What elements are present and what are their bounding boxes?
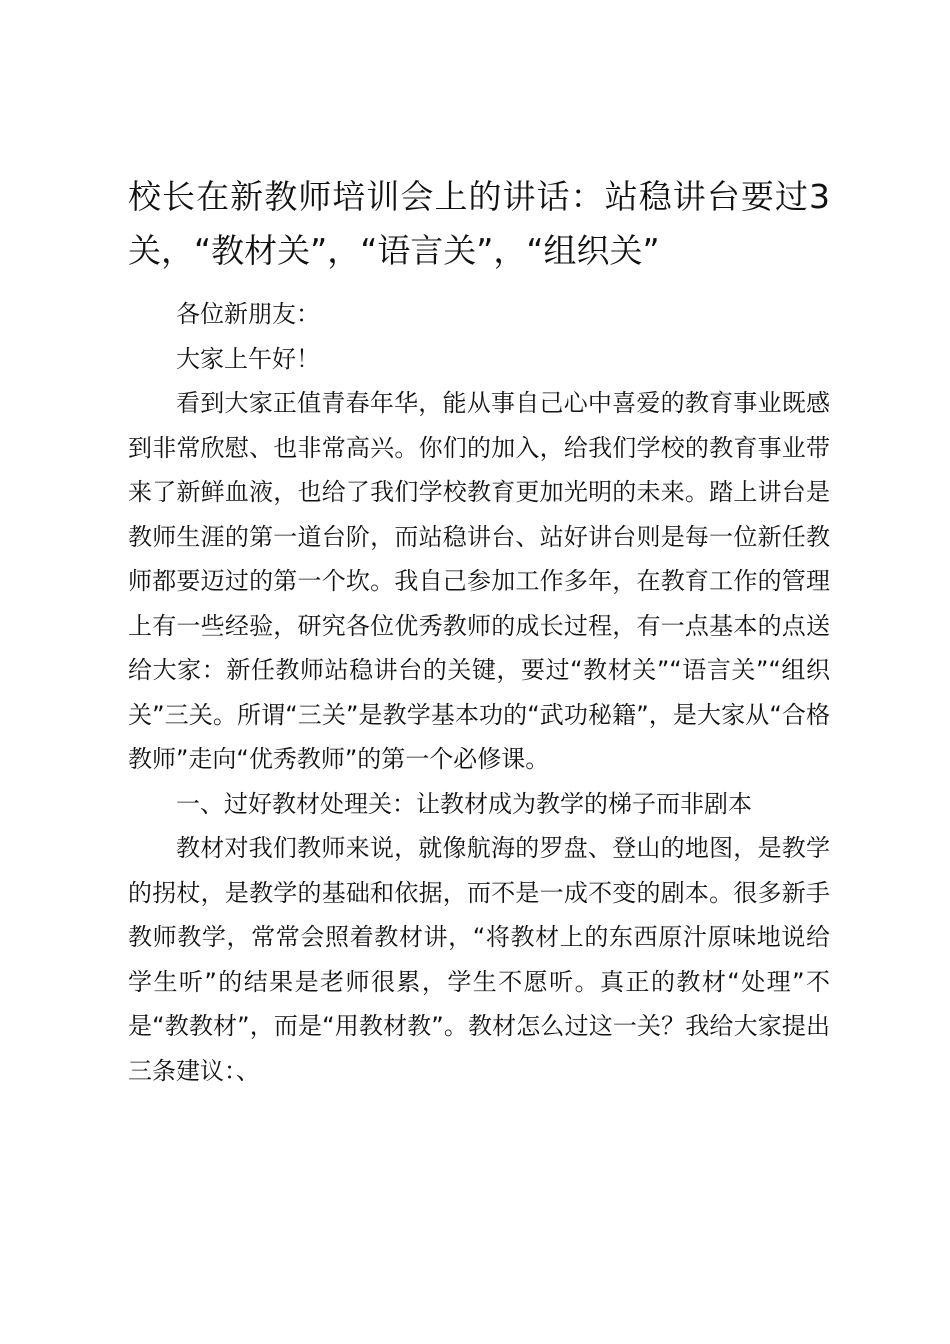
greeting: 大家上午好！ [176, 344, 320, 373]
document-title: 校长在新教师培训会上的讲话：站稳讲台要过3关，“教材关”，“语言关”，“组织关” [128, 177, 830, 270]
salutation: 各位新朋友： [176, 300, 320, 328]
paragraph-intro: 看到大家正值青春年华，能从事自己心中喜爱的教育事业既感到非常欣慰、也非常高兴。你们的加入，给我们学校的教育事业带来了新鲜血液，也给了我们学校教育更加光明的未来。踏上讲台是教师生涯的第一道台阶，而站稳讲台、站好讲台则是每一位新任教师都要迈过的第一个坎。我自己参加工作多年，在教育工作的管理上有一些经验，研究各位优秀教师的成长过程，有一点基本的点送给大家：新任教师站稳讲台的关键，要过“教材关”“语言关”“组织关”三关。所谓“三关”是教学基本功的“武功秘籍”，是大家从“合格教师”走向“优秀教师”的第一个必修课。 [128, 389, 830, 773]
paragraph-textbook: 教材对我们教师来说，就像航海的罗盘、登山的地图，是教学的拐杖，是教学的基础和依据，而不是一成不变的剧本。很多新手教师教学，常常会照着教材讲，“将教材上的东西原汁原味地说给学生听”的结果是老师很累，学生不愿听。真正的教材“处理”不是“教教材”，而是“用教材教”。教材怎么过这一关？我给大家提出三条建议：、 [128, 834, 830, 1085]
section-heading-1: 一、过好教材处理关：让教材成为教学的梯子而非剧本 [176, 789, 752, 818]
document-body [128, 170, 830, 1093]
